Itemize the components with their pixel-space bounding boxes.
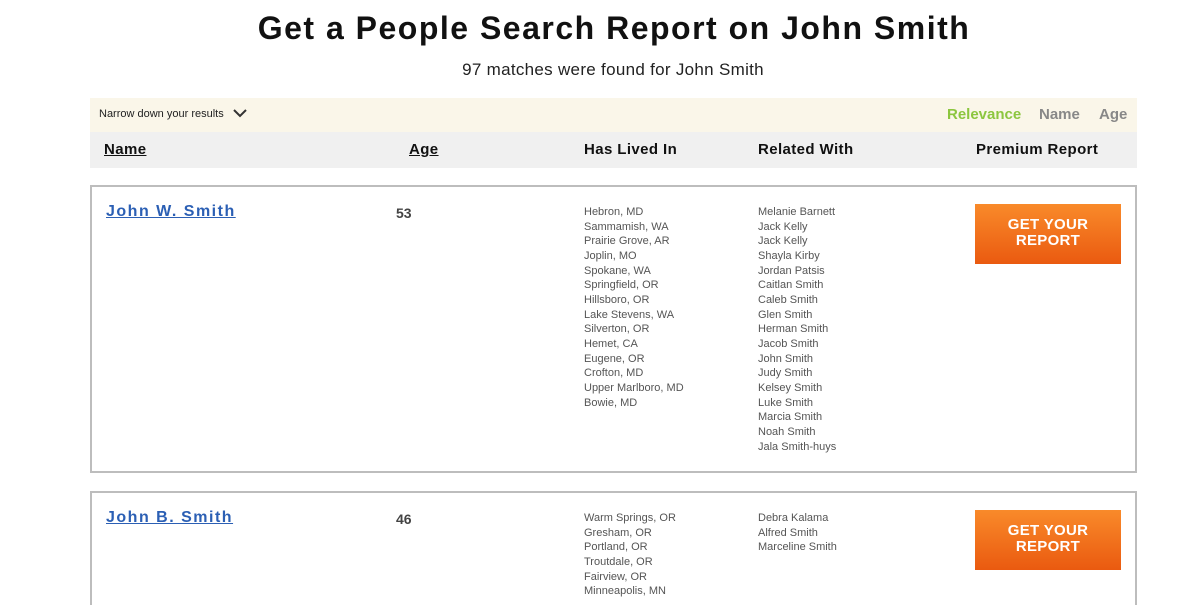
column-header-premium: Premium Report: [976, 141, 1099, 158]
relative-item: Jack Kelly: [758, 235, 808, 248]
place-item: Sammamish, WA: [584, 220, 669, 233]
relative-item: Melanie Barnett: [758, 206, 836, 218]
filter-bar: [90, 98, 1137, 132]
match-count: 97 matches were found for John Smith: [462, 60, 764, 79]
narrow-results-label[interactable]: Narrow down your results: [99, 108, 224, 120]
relative-item: Jala Smith-huys: [758, 440, 837, 453]
person-age: 46: [396, 511, 412, 527]
sort-age[interactable]: Age: [1099, 106, 1128, 123]
relative-item: Noah Smith: [758, 425, 816, 438]
person-name-link[interactable]: John W. Smith: [106, 203, 236, 220]
place-item: Bowie, MD: [584, 396, 638, 409]
column-header-lived-in: Has Lived In: [584, 141, 678, 158]
person-name-link[interactable]: John B. Smith: [106, 509, 234, 526]
place-item: Portland, OR: [584, 541, 648, 554]
place-item: Hebron, MD: [584, 206, 644, 218]
place-item: Spokane, WA: [584, 264, 651, 277]
place-item: Hemet, CA: [584, 337, 638, 350]
relative-item: John Smith: [758, 352, 814, 365]
relative-item: Kelsey Smith: [758, 381, 823, 394]
column-header-age[interactable]: Age: [409, 141, 439, 158]
place-item: Fairview, OR: [584, 570, 647, 583]
get-report-button[interactable]: GET YOUR REPORT: [975, 510, 1121, 570]
relative-item: Caitlan Smith: [758, 279, 824, 292]
relative-item: Judy Smith: [758, 367, 813, 380]
column-header-name[interactable]: Name: [104, 141, 147, 158]
place-item: Prairie Grove, AR: [584, 235, 670, 248]
relative-item: Marcia Smith: [758, 411, 823, 424]
place-item: Lake Stevens, WA: [584, 308, 675, 321]
person-age: 53: [396, 205, 412, 221]
lived-in-list: [584, 511, 676, 599]
relative-item: Luke Smith: [758, 396, 814, 409]
place-item: Minneapolis, MN: [584, 585, 666, 598]
place-item: Joplin, MO: [584, 249, 637, 262]
sort-relevance[interactable]: Relevance: [947, 106, 1022, 123]
relative-item: Alfred Smith: [758, 526, 818, 539]
relative-item: Jordan Patsis: [758, 264, 825, 277]
relative-item: Marceline Smith: [758, 541, 837, 554]
chevron-down-icon[interactable]: [232, 106, 248, 120]
place-item: Hillsboro, OR: [584, 293, 650, 306]
page-title: Get a People Search Report on John Smith: [257, 10, 971, 46]
place-item: Eugene, OR: [584, 352, 645, 365]
get-report-button[interactable]: GET YOUR REPORT: [975, 204, 1121, 264]
sort-name[interactable]: Name: [1039, 106, 1080, 123]
relative-item: Shayla Kirby: [758, 249, 820, 262]
relative-item: Herman Smith: [758, 323, 829, 336]
place-item: Gresham, OR: [584, 526, 652, 539]
relative-item: Jack Kelly: [758, 220, 808, 233]
related-with-list: [758, 205, 836, 454]
place-item: Crofton, MD: [584, 367, 644, 380]
lived-in-list: [584, 205, 684, 410]
relative-item: Caleb Smith: [758, 293, 818, 306]
relative-item: Debra Kalama: [758, 512, 829, 524]
place-item: Upper Marlboro, MD: [584, 381, 684, 394]
place-item: Warm Springs, OR: [584, 512, 676, 524]
column-header-related: Related With: [758, 141, 854, 158]
place-item: Troutdale, OR: [584, 555, 653, 568]
relative-item: Glen Smith: [758, 308, 813, 321]
relative-item: Jacob Smith: [758, 337, 819, 350]
related-with-list: [758, 511, 837, 555]
place-item: Springfield, OR: [584, 279, 659, 292]
place-item: Silverton, OR: [584, 323, 650, 336]
result-card: [90, 491, 1137, 605]
result-card: [90, 185, 1137, 473]
column-header-bar: [90, 132, 1137, 168]
